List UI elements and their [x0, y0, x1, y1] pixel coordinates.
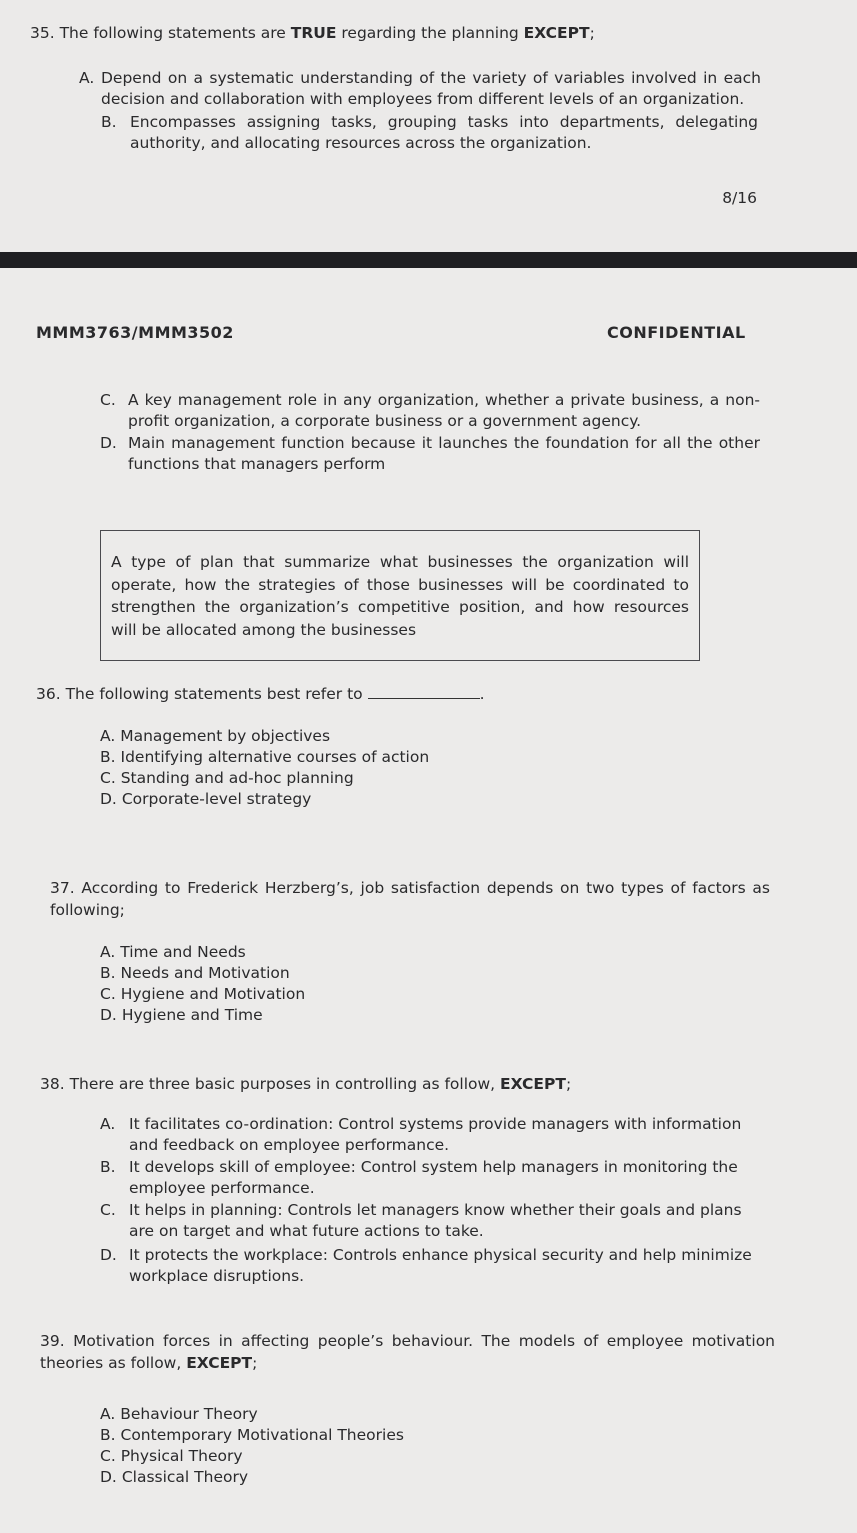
option-letter: A. [100, 727, 116, 745]
question-39-stem [40, 1330, 775, 1374]
option-text: Standing and ad-hoc planning [120, 769, 354, 787]
stem-text: Motivation forces in affecting people’s behaviour. The models of employee motivation theories as follow, [40, 1332, 775, 1372]
page-divider-band [0, 252, 857, 268]
option-letter: D. [100, 1468, 117, 1486]
stem-text: . [479, 685, 485, 703]
stem-text: According to Frederick Herzberg’s, job satisfaction depends on two types of factors as following; [50, 879, 770, 919]
stem-text: The following statements are [59, 24, 291, 42]
stem-bold: EXCEPT [523, 24, 590, 42]
stem-text: regarding the planning [336, 24, 524, 42]
q39-option-b [100, 1425, 404, 1446]
q38-option-d [100, 1245, 761, 1287]
option-text: Contemporary Motivational Theories [120, 1426, 404, 1444]
q37-options [100, 942, 305, 1026]
option-text: Physical Theory [120, 1447, 243, 1465]
option-text: Time and Needs [120, 943, 246, 961]
question-35-stem [30, 22, 830, 44]
stem-text: There are three basic purposes in controlling as follow, [69, 1075, 501, 1093]
confidential-label: CONFIDENTIAL [607, 323, 746, 342]
page-number: 8/16 [722, 189, 757, 207]
stem-text: ; [252, 1354, 258, 1372]
question-37-stem [50, 877, 770, 921]
statement-box [100, 530, 700, 661]
statement-text: A type of plan that summarize what businesses the organization will operate, how the strategies of those businesses will be coordinated to strengthen the organization’s competitive position, and how resources will be allocated among the businesses [111, 553, 689, 639]
option-text: Behaviour Theory [120, 1405, 258, 1423]
option-text: Depend on a systematic understanding of the variety of variables involved in each decision and collaboration with employees from different levels of an organization. [101, 69, 761, 108]
option-letter: B. [100, 748, 116, 766]
question-number: 38. [40, 1075, 65, 1093]
question-38-stem [40, 1073, 800, 1095]
q39-option-c [100, 1446, 404, 1467]
option-letter: C. [100, 1201, 116, 1219]
option-text: Identifying alternative courses of action [120, 748, 430, 766]
q35-option-d [100, 433, 760, 475]
option-letter: B. [100, 964, 116, 982]
course-code: MMM3763/MMM3502 [36, 323, 234, 342]
stem-text: ; [589, 24, 595, 42]
option-letter: C. [100, 1447, 116, 1465]
answer-blank [368, 684, 480, 699]
option-letter: C. [100, 985, 116, 1003]
q39-option-a [100, 1404, 404, 1425]
option-text: It develops skill of employee: Control system help managers in monitoring the employee performance. [129, 1158, 738, 1197]
q35-option-b [101, 112, 758, 154]
option-text: It facilitates co-ordination: Control systems provide managers with information and feedback on employee performance. [129, 1115, 742, 1154]
q36-option-a [100, 726, 429, 747]
stem-text: ; [565, 1075, 572, 1093]
q36-options [100, 726, 429, 810]
option-text: A key management role in any organization, whether a private business, a non-profit organization, a corporate business or a government agency. [128, 391, 760, 430]
option-letter: B. [100, 1158, 116, 1176]
option-text: Management by objectives [120, 727, 331, 745]
q37-option-b [100, 963, 305, 984]
q35-option-c [100, 390, 760, 432]
option-text: Corporate-level strategy [121, 790, 312, 808]
question-number: 37. [50, 879, 75, 897]
option-text: Hygiene and Time [121, 1006, 263, 1024]
question-number: 35. [30, 24, 55, 42]
option-text: Hygiene and Motivation [120, 985, 306, 1003]
stem-bold: EXCEPT [186, 1354, 253, 1372]
stem-text: The following statements best refer to [65, 685, 363, 703]
q39-option-d [100, 1467, 404, 1488]
question-number: 39. [40, 1332, 65, 1350]
option-text: Main management function because it launches the foundation for all the other functions that managers perform [128, 434, 760, 473]
option-letter: C. [100, 769, 116, 787]
q38-option-a [100, 1114, 751, 1156]
q35-option-a [79, 68, 761, 110]
option-text: It helps in planning: Controls let managers know whether their goals and plans are on target and what future actions to take. [129, 1201, 742, 1240]
option-letter: A. [79, 69, 95, 87]
q37-option-d [100, 1005, 305, 1026]
option-letter: A. [100, 1115, 116, 1133]
option-letter: B. [101, 113, 117, 131]
stem-bold: EXCEPT [500, 1075, 566, 1093]
q39-options [100, 1404, 404, 1488]
option-text: Classical Theory [121, 1468, 249, 1486]
q37-option-c [100, 984, 305, 1005]
option-text: It protects the workplace: Controls enhance physical security and help minimize workplace disruptions. [129, 1246, 752, 1285]
option-letter: C. [100, 391, 116, 409]
option-letter: B. [100, 1426, 116, 1444]
option-letter: D. [100, 1006, 117, 1024]
question-36-stem [36, 683, 485, 705]
q38-option-c [100, 1200, 761, 1242]
option-letter: D. [100, 434, 117, 452]
option-letter: A. [100, 1405, 116, 1423]
q37-option-a [100, 942, 305, 963]
option-letter: D. [100, 1246, 117, 1264]
question-number: 36. [36, 685, 61, 703]
stem-bold: TRUE [290, 24, 337, 42]
q36-option-b [100, 747, 429, 768]
option-letter: D. [100, 790, 117, 808]
q36-option-c [100, 768, 429, 789]
q36-option-d [100, 789, 429, 810]
option-text: Encompasses assigning tasks, grouping tasks into departments, delegating authority, and allocating resources across the organization. [130, 113, 758, 152]
option-text: Needs and Motivation [120, 964, 290, 982]
q38-option-b [100, 1157, 751, 1199]
option-letter: A. [100, 943, 116, 961]
